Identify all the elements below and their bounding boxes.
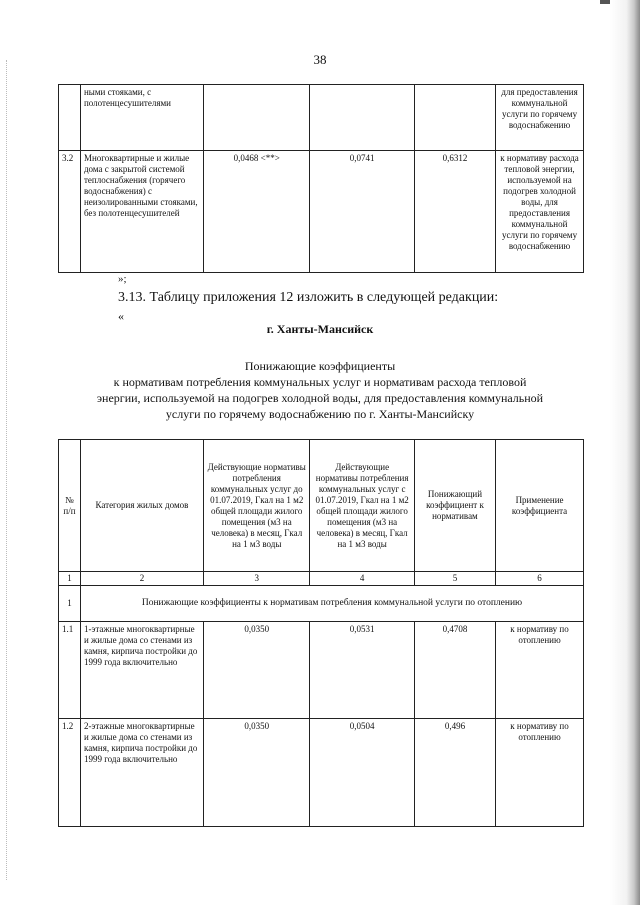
coefficient [414,85,495,151]
header-category: Категория жилых домов [80,440,203,572]
coefficient: 0,4708 [414,622,495,719]
housing-category: 1-этажные многоквартирные и жилые дома со стенами из камня, кирпича постройки до 1999 года включительно [80,622,203,719]
row-number [59,85,81,151]
norm-before: 0,0350 [203,622,310,719]
column-index: 4 [310,572,414,586]
section-row [59,586,584,622]
scan-shadow-right [610,0,640,905]
norm-after: 0,0504 [310,719,414,827]
coefficient: 0,6312 [414,151,495,273]
coefficient-application: для предоставления коммунальной услуги по горячему водоснабжению [496,85,584,151]
header-norm-after: Действующие нормативы потребления коммунальных услуг с 01.07.2019, Гкал на 1 м2 общей площади жилого помещения (м3 на человека) в месяц, Гкал на 1 м3 воды [310,440,414,572]
column-index: 6 [496,572,584,586]
table-heading [90,358,550,422]
column-index: 5 [414,572,495,586]
continued-table [58,84,584,273]
header-row [59,440,584,572]
city-title: г. Ханты-Мансийск [266,322,374,336]
coefficient-application: к нормативу по отоплению [496,622,584,719]
row-number: 1.2 [59,719,81,827]
housing-category: Многоквартирные и жилые дома с закрытой системой теплоснабжения (горячего водоснабжения) с неизолированными стояками, без полотенцесушителей [80,151,203,273]
section-number: 1 [59,586,81,622]
coefficients-table [58,439,584,827]
coefficient-application: к нормативу по отоплению [496,719,584,827]
column-index-row [59,572,584,586]
page-number: 38 [313,52,327,67]
norm-before: 0,0350 [203,719,310,827]
column-index: 1 [59,572,81,586]
opening-quote: « [118,309,124,323]
column-index: 3 [203,572,310,586]
norm-before [203,85,310,151]
page-edge-left [6,60,8,880]
header-application: Применение коэффициента [496,440,584,572]
column-index: 2 [80,572,203,586]
row-number: 3.2 [59,151,81,273]
closing-quote: »; [118,273,127,285]
norm-before: 0,0468 <**> [203,151,310,273]
row-number: 1.1 [59,622,81,719]
heading-line: услуги по горячему водоснабжению по г. Ханты-Мансийску [165,407,475,421]
header-number: № п/п [59,440,81,572]
heading-line: к нормативам потребления коммунальных услуг и нормативам расхода тепловой [113,375,527,389]
header-coefficient: Понижающий коэффициент к нормативам [414,440,495,572]
table-row [59,85,584,151]
coefficient-application: к нормативу расхода тепловой энергии, используемой на подогрев холодной воды, для предоставления коммунальной услуги по горячему водоснабжению [496,151,584,273]
norm-after [310,85,414,151]
norm-after: 0,0741 [310,151,414,273]
norm-after: 0,0531 [310,622,414,719]
heading-line: энергии, используемой на подогрев холодной воды, для предоставления коммунальной [96,391,544,405]
table-row [59,151,584,273]
section-title: Понижающие коэффициенты к нормативам потребления коммунальной услуги по отоплению [80,586,583,622]
table-row [59,622,584,719]
coefficient: 0,496 [414,719,495,827]
heading-line: Понижающие коэффициенты [244,359,396,373]
amendment-instruction: 3.13. Таблицу приложения 12 изложить в следующей редакции: [118,290,499,305]
table-row [59,719,584,827]
housing-category: ными стояками, с полотенцесушителями [80,85,203,151]
header-norm-before: Действующие нормативы потребления коммунальных услуг до 01.07.2019, Гкал на 1 м2 общей площади жилого помещения (м3 на человека) в месяц, Гкал на 1 м3 воды [203,440,310,572]
housing-category: 2-этажные многоквартирные и жилые дома со стенами из камня, кирпича постройки до 1999 года включительно [80,719,203,827]
